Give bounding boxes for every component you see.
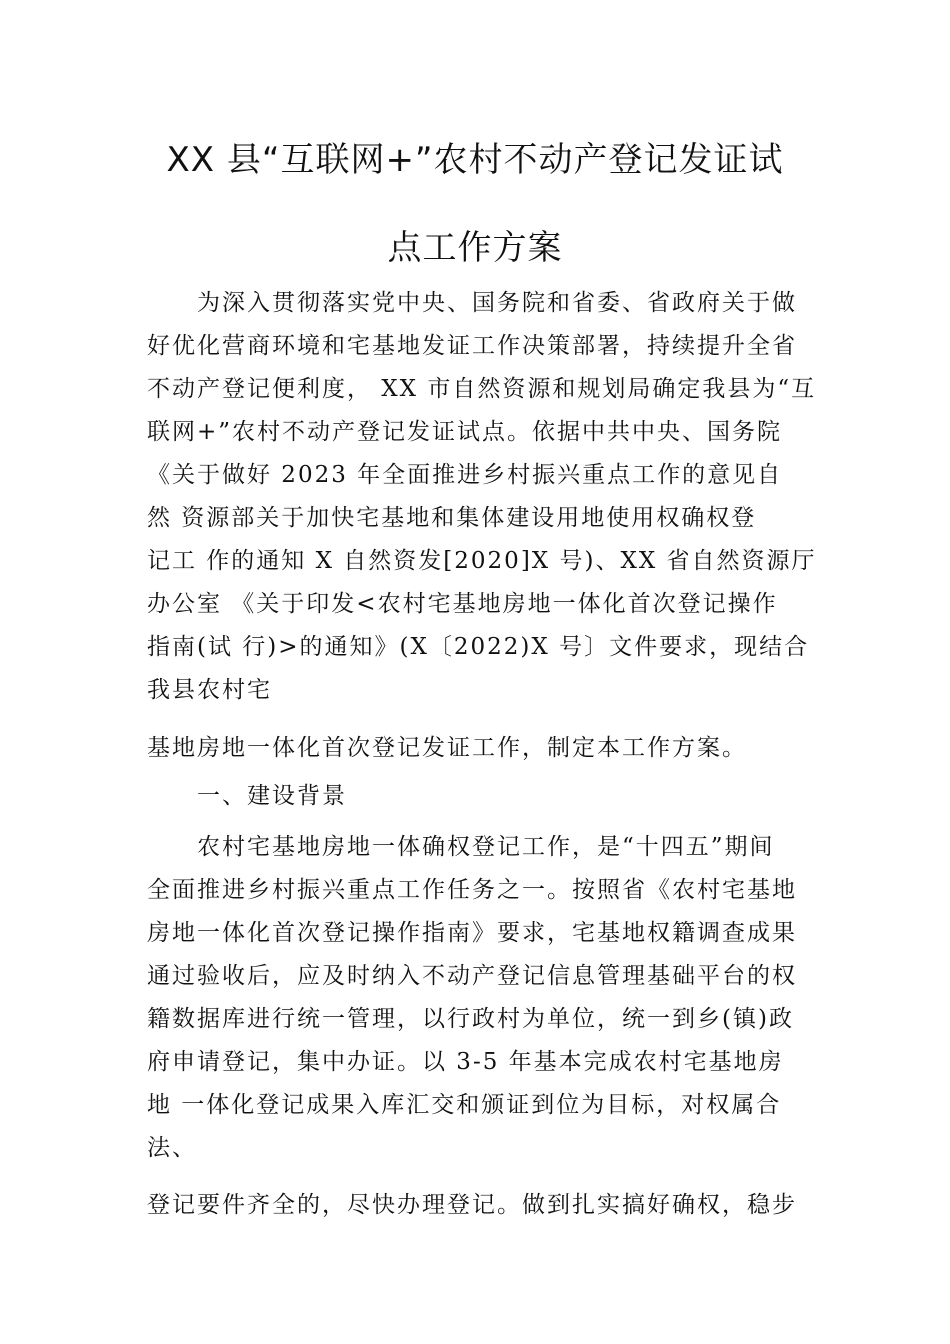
document-title-line-1: XX 县“互联网+”农村不动产登记发证试: [166, 140, 784, 180]
section-heading: 一、建设背景: [147, 783, 347, 809]
body-line: 然 资源部关于加快宅基地和集体建设用地使用权确权登: [147, 505, 757, 531]
body-line: 房地一体化首次登记操作指南》要求，宅基地权籍调查成果: [147, 920, 797, 946]
body-line: 全面推进乡村振兴重点工作任务之一。按照省《农村宅基地: [147, 877, 797, 903]
body-line: 为深入贯彻落实党中央、国务院和省委、省政府关于做: [147, 290, 797, 316]
document-title-line-2: 点工作方案: [387, 228, 563, 268]
body-line: 好优化营商环境和宅基地发证工作决策部署，持续提升全省: [147, 333, 797, 359]
body-line: 《关于做好 2023 年全面推进乡村振兴重点工作的意见自: [147, 462, 783, 488]
body-line: 籍数据库进行统一管理，以行政村为单位，统一到乡(镇)政: [147, 1006, 794, 1032]
body-line: 府申请登记，集中办证。以 3-5 年基本完成农村宅基地房: [147, 1049, 784, 1075]
body-line: 通过验收后，应及时纳入不动产登记信息管理基础平台的权: [147, 963, 797, 989]
body-line: 地 一体化登记成果入库汇交和颁证到位为目标，对权属合: [147, 1092, 782, 1118]
body-line: 记工 作的通知 X 自然资发[2020]X 号)、XX 省自然资源厅: [147, 548, 817, 574]
body-line: 办公室 《关于印发<农村宅基地房地一体化首次登记操作: [147, 591, 778, 617]
body-line: 不动产登记便利度， XX 市自然资源和规划局确定我县为“互: [147, 376, 817, 402]
body-line: 农村宅基地房地一体确权登记工作，是“十四五”期间: [147, 834, 775, 860]
body-line: 我县农村宅: [147, 677, 272, 703]
body-line: 指南(试 行)>的通知》(X〔2022)X 号〕文件要求，现结合: [147, 634, 810, 660]
body-line: 登记要件齐全的，尽快办理登记。做到扎实搞好确权，稳步: [147, 1192, 797, 1218]
body-line: 基地房地一体化首次登记发证工作，制定本工作方案。: [147, 735, 747, 761]
body-line: 联网+”农村不动产登记发证试点。依据中共中央、国务院: [147, 419, 783, 445]
body-line: 法、: [147, 1135, 197, 1161]
